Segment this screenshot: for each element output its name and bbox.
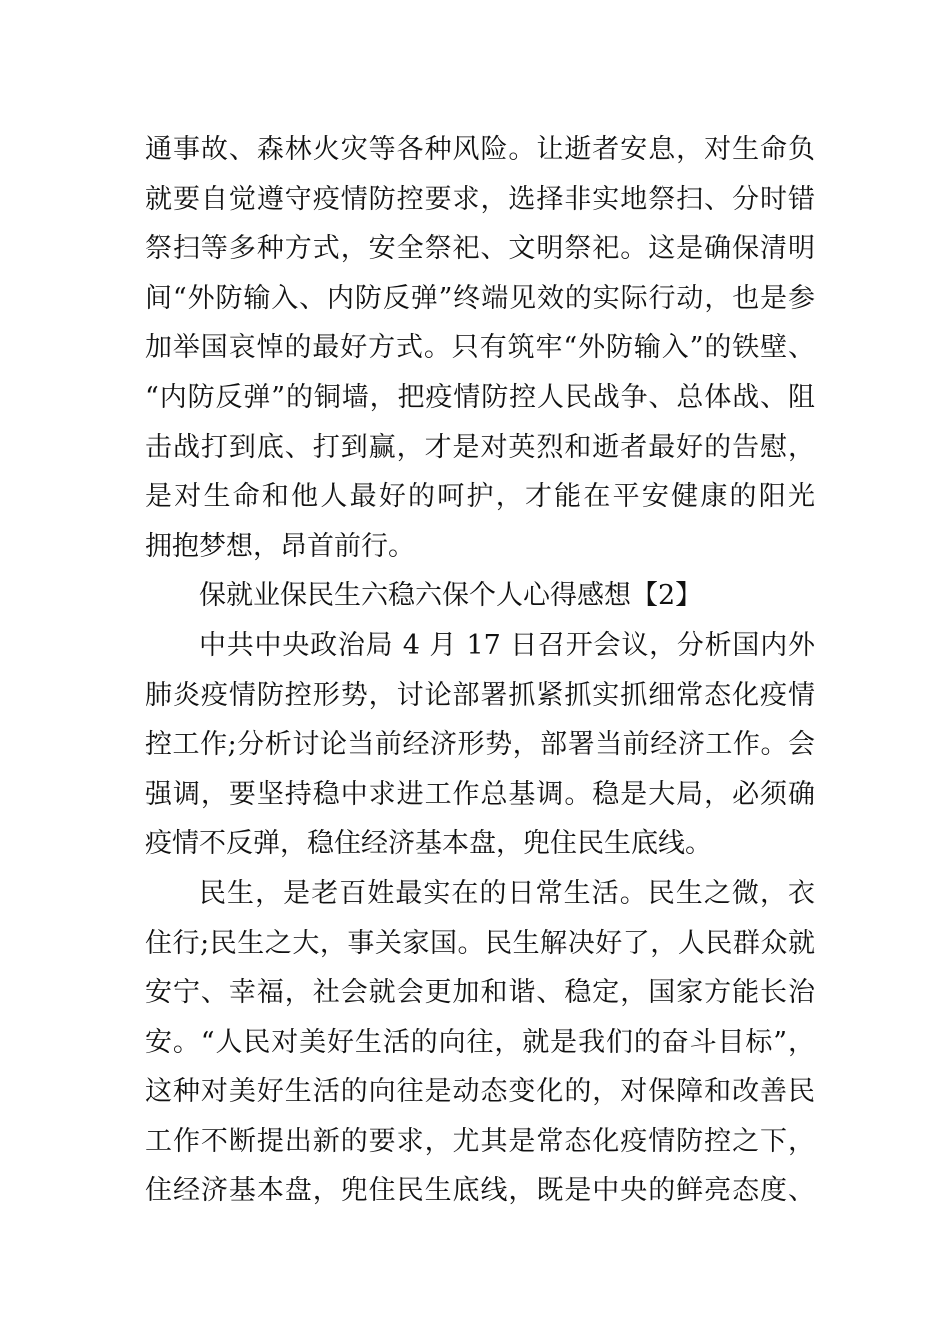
text-line: 击战打到底、打到赢，才是对英烈和逝者最好的告慰， xyxy=(145,431,815,463)
paragraph-1 xyxy=(145,125,815,571)
section-heading xyxy=(145,571,815,621)
text-line: “内防反弹”的铜墙，把疫情防控人民战争、总体战、阻 xyxy=(145,381,815,413)
text-line: 间“外防输入、内防反弹”终端见效的实际行动，也是参 xyxy=(145,282,815,314)
text-line: 工作不断提出新的要求，尤其是常态化疫情防控之下， xyxy=(145,1125,815,1157)
text-line: 通事故、森林火灾等各种风险。让逝者安息，对生命负 xyxy=(145,134,815,165)
text-line: 疫情不反弹，稳住经济基本盘，兜住民生底线。 xyxy=(145,828,712,860)
text-line: 这种对美好生活的向往是动态变化的，对保障和改善民 xyxy=(145,1076,815,1108)
text-line: 中共中央政治局 4 月 17 日召开会议，分析国内外 xyxy=(199,629,815,661)
paragraph-3 xyxy=(145,869,815,1216)
text-line: 是对生命和他人最好的呵护，才能在平安健康的阳光 xyxy=(145,481,815,513)
text-line: 民生，是老百姓最实在的日常生活。民生之微，衣 xyxy=(199,877,815,909)
text-line: 安宁、幸福，社会就会更加和谐、稳定，国家方能长治 xyxy=(145,977,815,1009)
text-line: 住行;民生之大，事关家国。民生解决好了，人民群众就 xyxy=(145,927,815,959)
text-line: 安。“人民对美好生活的向往，就是我们的奋斗目标”， xyxy=(145,1026,815,1058)
text-line: 强调，要坚持稳中求进工作总基调。稳是大局，必须确 xyxy=(145,778,815,810)
text-line: 住经济基本盘，兜住民生底线，既是中央的鲜亮态度、 xyxy=(145,1175,815,1207)
text-line: 拥抱梦想，昂首前行。 xyxy=(145,530,415,562)
heading-line: 保就业保民生六稳六保个人心得感想【2】 xyxy=(199,580,703,612)
text-line: 控工作;分析讨论当前经济形势，部署当前经济工作。会 xyxy=(145,729,815,761)
text-line: 就要自觉遵守疫情防控要求，选择非实地祭扫、分时错 xyxy=(145,183,815,215)
text-line: 加举国哀悼的最好方式。只有筑牢“外防输入”的铁壁、 xyxy=(145,332,815,364)
paragraph-2 xyxy=(145,621,815,869)
text-line: 祭扫等多种方式，安全祭祀、文明祭祀。这是确保清明 xyxy=(145,233,815,265)
document-body xyxy=(145,125,815,1216)
text-line: 肺炎疫情防控形势，讨论部署抓紧抓实抓细常态化疫情 xyxy=(145,679,815,711)
